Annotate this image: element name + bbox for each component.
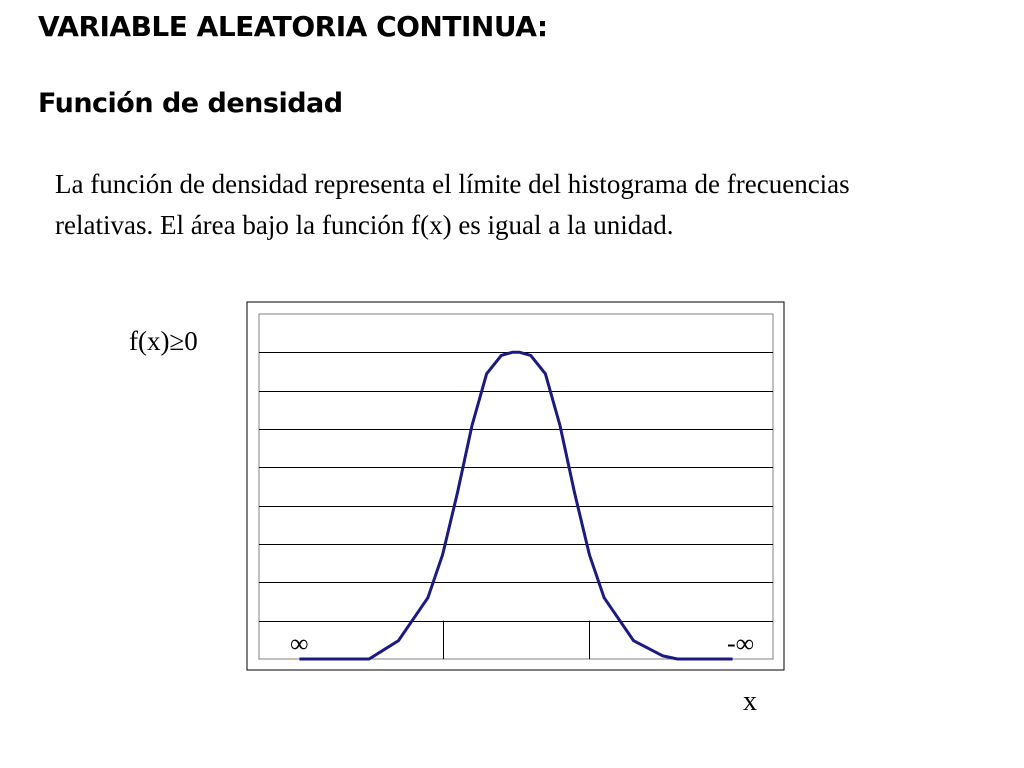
x-axis-label: x xyxy=(743,686,757,717)
slide-subtitle: Función de densidad xyxy=(38,88,343,119)
infinity-right-label: -∞ xyxy=(727,629,755,658)
condition-label: f(x)≥0 xyxy=(129,326,198,356)
description-paragraph: La función de densidad representa el límite del histograma de frecuencias relativas. El área bajo la función f(x) es igual a la unidad. xyxy=(55,169,850,240)
infinity-left-label: ∞ xyxy=(290,629,309,658)
slide-title: VARIABLE ALEATORIA CONTINUA: xyxy=(38,10,548,43)
plot-area xyxy=(259,314,773,659)
